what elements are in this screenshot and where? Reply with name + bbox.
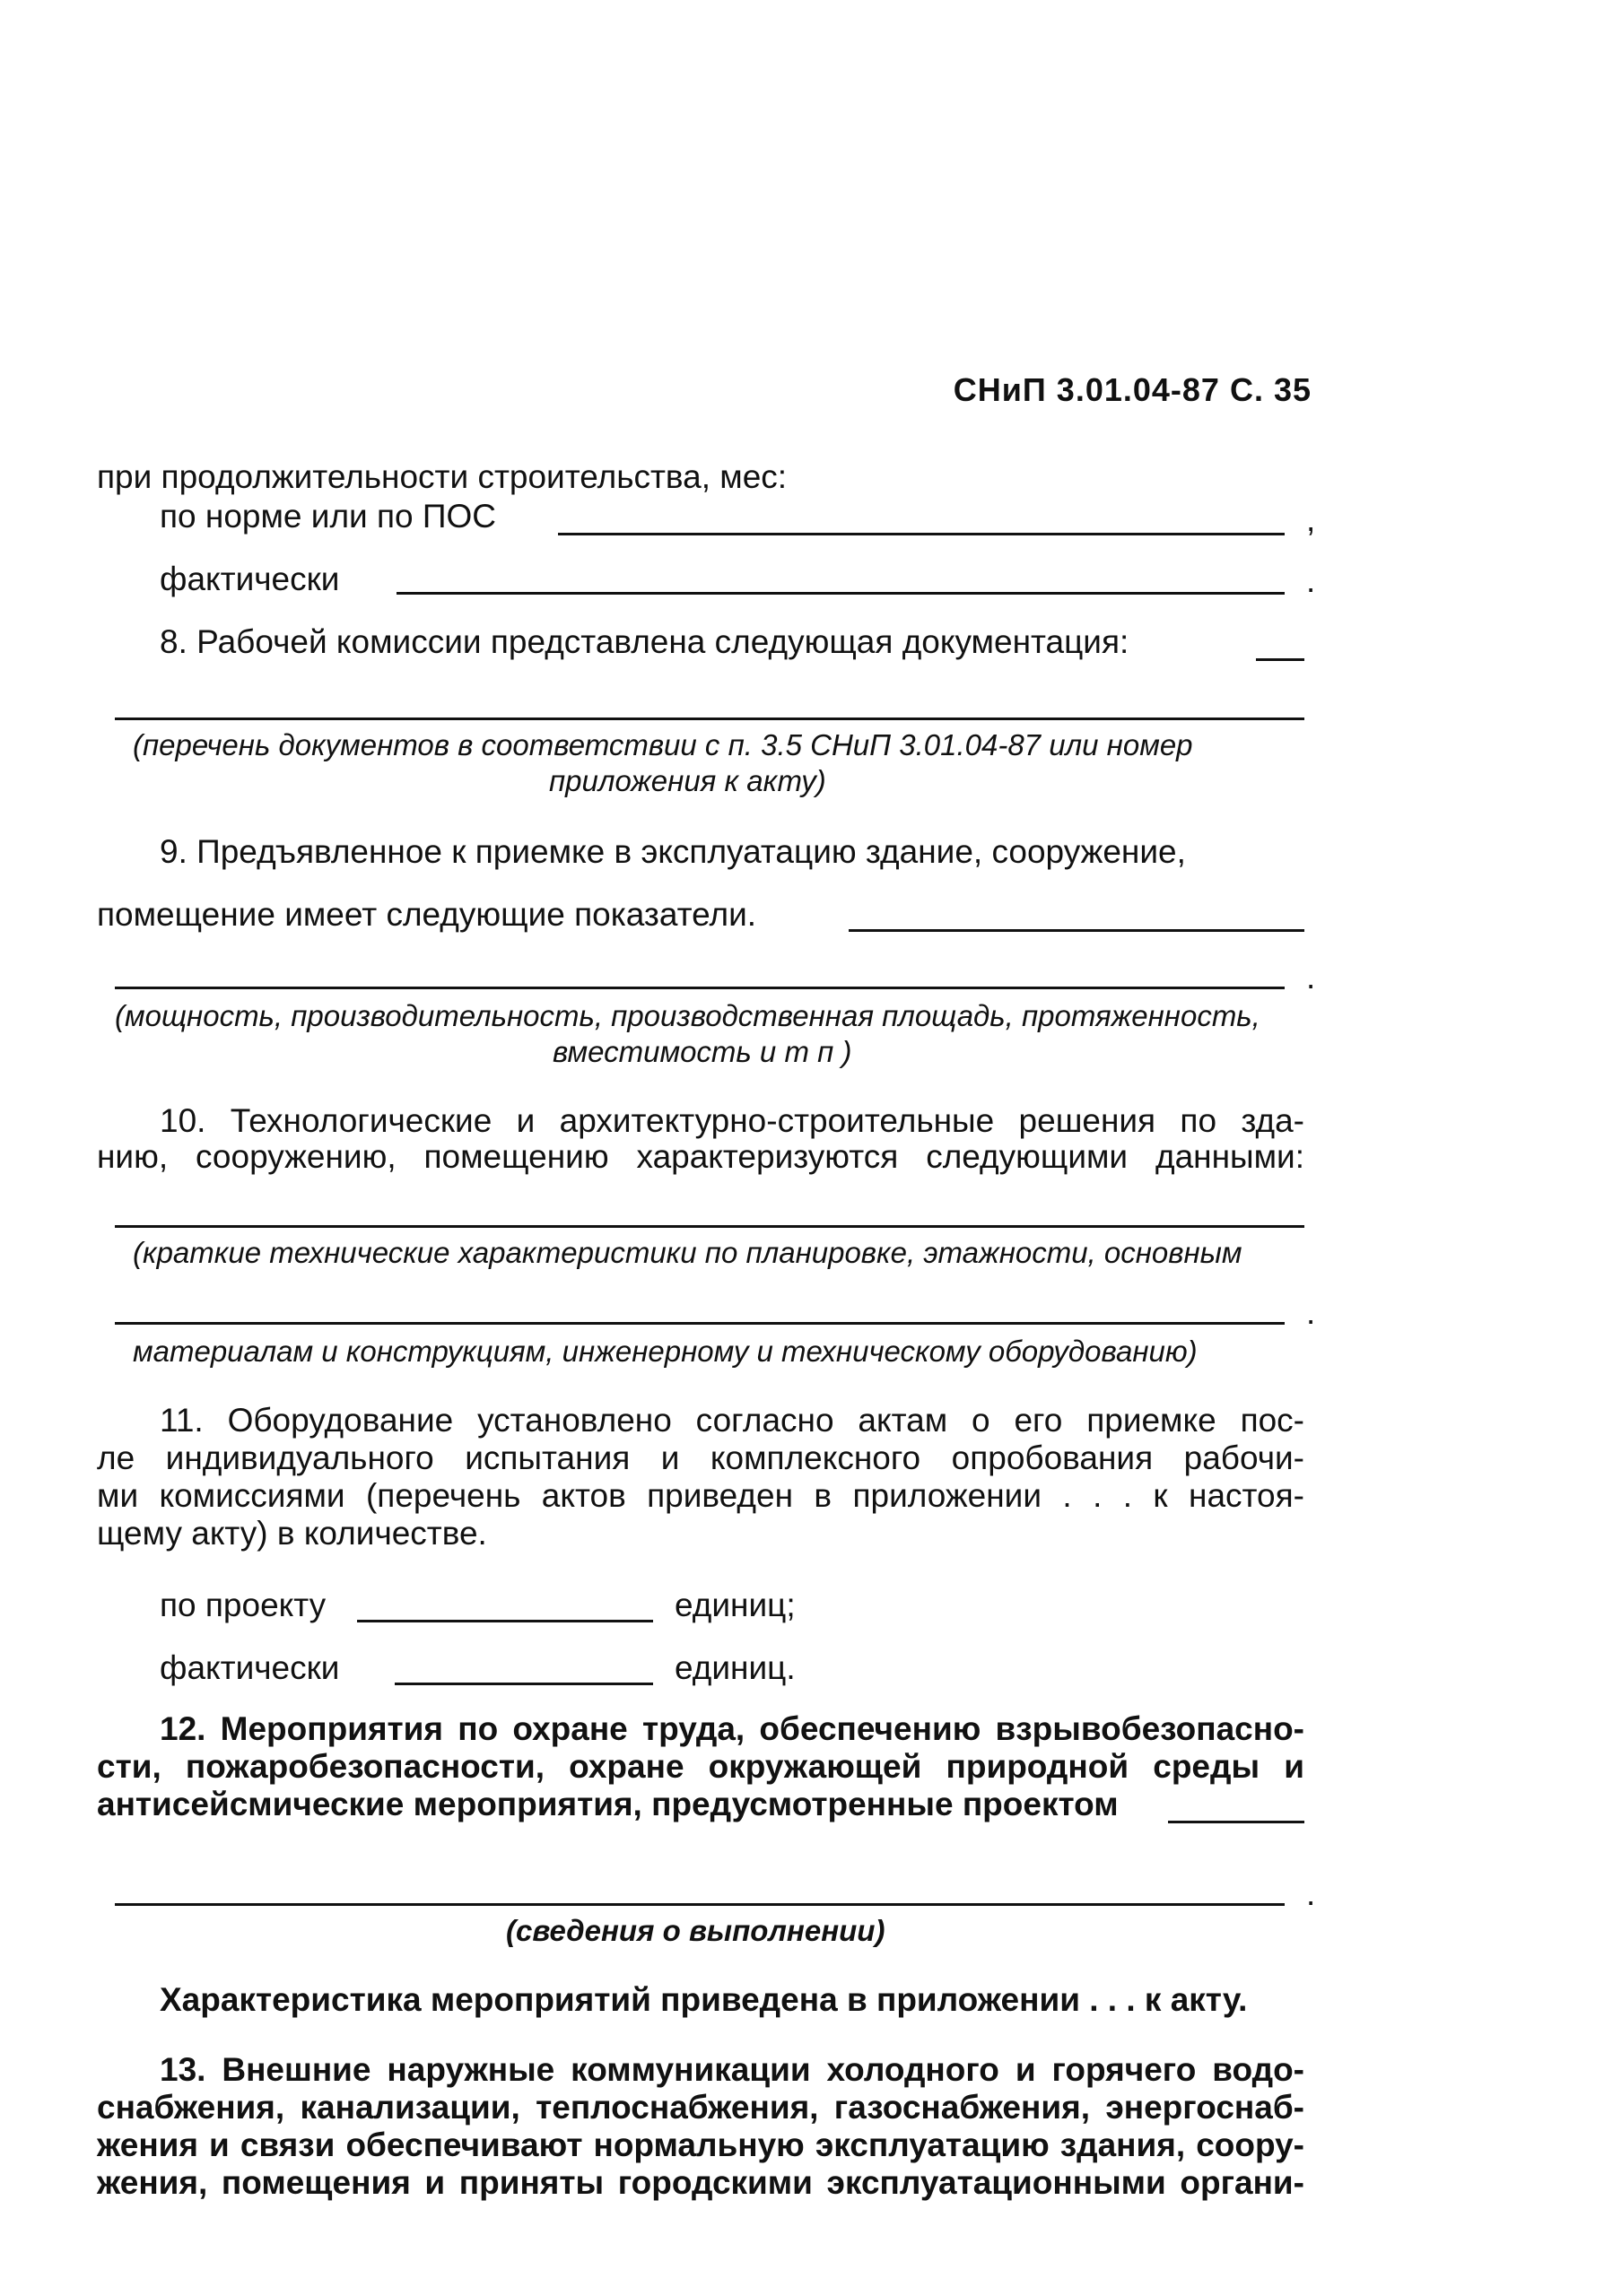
item10-line-1: 10. Технологические и архитектурно-строительные решения по зда- [160,1102,1304,1139]
item12-line-3: антисейсмические мероприятия, предусмотренные проектом [97,1786,1119,1822]
item10-caption-1: (краткие технические характеристики по планировке, этажности, основным [133,1236,1242,1269]
item13-line-4: жения, помещения и приняты городскими эксплуатационными органи- [97,2164,1304,2201]
item10-blank-line-1 [115,1225,1304,1228]
actual-count-label: фактически [160,1649,340,1686]
item9-line-2: помещение имеет следующие показатели. [97,896,757,933]
item8-blank-tail [1256,658,1304,661]
item10-caption-2: материалам и конструкциям, инженерному и техническому оборудованию) [133,1335,1198,1368]
item11-line-3: ми комиссиями (перечень актов приведен в приложении . . . к настоя- [97,1477,1304,1514]
item8-caption-2: приложения к акту) [549,764,826,797]
norm-blank-line [558,533,1285,535]
item10-blank-line-2 [115,1322,1285,1325]
norm-end-mark: , [1306,501,1316,538]
item8-caption-1: (перечень документов в соответствии с п. 3.5 СНиП 3.01.04-87 или номер [133,728,1193,761]
item9-line-1: 9. Предъявленное к приемке в эксплуатацию здание, сооружение, [160,833,1186,870]
item12-blank-tail [1168,1821,1304,1823]
item9-blank-tail [849,929,1304,932]
item12-line-1: 12. Мероприятия по охране труда, обеспечению взрывобезопасно- [160,1710,1304,1747]
item13-line-1: 13. Внешние наружные коммуникации холодного и горячего водо- [160,2051,1304,2088]
item9-caption-1: (мощность, производительность, производственная площадь, протяженность, [115,999,1260,1032]
actual-count-blank [395,1683,653,1685]
item11-line-1: 11. Оборудование установлено согласно актам о его приемке пос- [160,1402,1304,1439]
duration-line: при продолжительности строительства, мес: [97,458,788,495]
item12-line-2: сти, пожаробезопасности, охране окружающей природной среды и [97,1748,1304,1785]
actual-duration-end-mark: . [1306,562,1316,599]
norm-label: по норме или по ПОС [160,498,496,535]
item10-end-mark: . [1306,1294,1316,1331]
item12-caption: (сведения о выполнении) [506,1914,885,1947]
item10-line-2: нию, сооружению, помещению характеризуются следующими данными: [97,1138,1304,1175]
item11-line-2: ле индивидуального испытания и комплексного опробования рабочи- [97,1439,1304,1476]
item13-line-2: снабжения, канализации, теплоснабжения, газоснабжения, энергоснаб- [97,2089,1304,2126]
item8-text: 8. Рабочей комиссии представлена следующая документация: [160,623,1129,660]
actual-duration-label: фактически [160,561,340,597]
item11-line-4: щему акту) в количестве. [97,1515,487,1552]
item12-appendix-note: Характеристика мероприятий приведена в приложении . . . к акту. [160,1981,1248,2018]
actual-duration-blank-line [397,592,1285,595]
item9-caption-2: вместимость и т п ) [553,1035,852,1068]
item13-line-3: жения и связи обеспечивают нормальную эксплуатацию здания, соору- [97,2126,1304,2163]
item9-blank-line [115,987,1285,989]
item12-blank-line [115,1903,1285,1906]
project-count-label: по проекту [160,1587,327,1623]
actual-count-unit: единиц. [675,1649,796,1686]
page-header: СНиП 3.01.04-87 С. 35 [953,371,1312,408]
item12-end-mark: . [1306,1875,1316,1912]
project-count-unit: единиц; [675,1587,796,1623]
item9-end-mark: . [1306,959,1316,996]
item8-blank-line [115,718,1304,720]
project-count-blank [357,1620,653,1622]
